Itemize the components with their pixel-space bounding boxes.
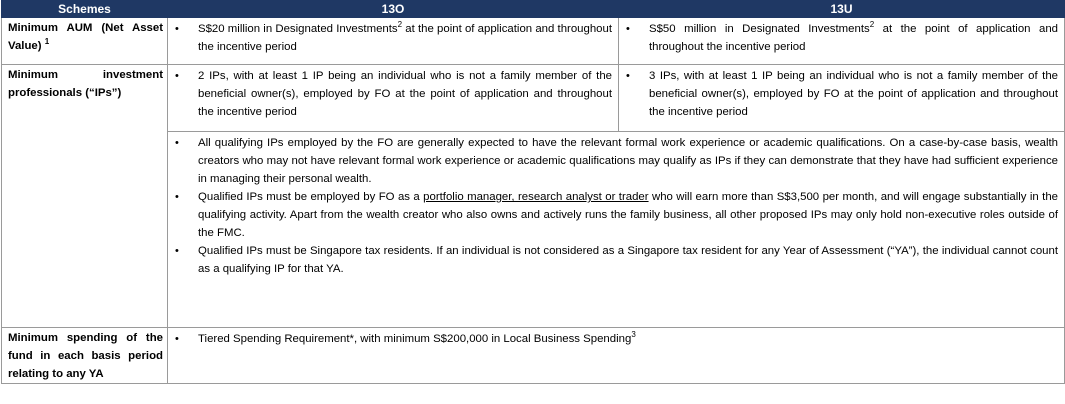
list-item: • Tiered Spending Requirement*, with minimum S$200,000 in Local Business Spending$^3$ — [168, 330, 1064, 348]
footnote-ref: 1 — [44, 37, 50, 47]
incentive-schemes-table — [1, 0, 1065, 384]
row-min-ips — [2, 65, 1065, 132]
footnote-ref: 2 — [869, 20, 875, 30]
bullet-icon: • — [175, 333, 179, 345]
header-13o: 13O — [168, 1, 619, 18]
cell-13u-ips — [619, 65, 1065, 132]
header-13u: 13U — [619, 1, 1065, 18]
list-item: • S$20 million in Designated Investments$^2$ at the point of application and throughout the incentive period — [175, 20, 612, 53]
cell-spending — [168, 328, 1065, 384]
footnote-ref: 2 — [397, 20, 403, 30]
table-header-row — [2, 1, 1065, 18]
row-label-min-aum: Minimum AUM (Net Asset Value) $^1$ — [2, 18, 168, 65]
list-item: • S$50 million in Designated Investments$^2$ at the point of application and throughout the incentive period — [626, 20, 1058, 53]
cell-13o-ips — [168, 65, 619, 132]
underlined-roles: portfolio manager, research analyst or trader — [423, 191, 649, 203]
bullet-icon: • — [175, 70, 179, 82]
list-item: • Qualified IPs must be employed by FO as a portfolio manager, research analyst or trader who will earn more than S$3,500 per month, and will engage substantially in the qualifying activity. Apart from the wealth creator who also owns and actively runs the family business, all other proposed IPs may only hold non-executive roles outside of the FMC. — [168, 188, 1064, 242]
bullet-icon: • — [175, 191, 179, 203]
bullet-icon: • — [175, 245, 179, 257]
bullet-icon: • — [626, 70, 630, 82]
bullet-icon: • — [175, 23, 179, 35]
row-min-aum — [2, 18, 1065, 65]
cell-13o-aum — [168, 18, 619, 65]
list-item: • 3 IPs, with at least 1 IP being an individual who is not a family member of the beneficial owner(s), employed by FO at the point of application and throughout the incentive period — [619, 67, 1064, 121]
row-label-min-ips: Minimum investment professionals (“IPs”) — [2, 65, 168, 328]
cell-ip-shared-criteria — [168, 132, 1065, 328]
list-item: • 2 IPs, with at least 1 IP being an individual who is not a family member of the beneficial owner(s), employed by FO at the point of application and throughout the incentive period — [168, 67, 618, 121]
bullet-icon: • — [175, 137, 179, 149]
footnote-ref: 3 — [631, 330, 636, 340]
list-item: • Qualified IPs must be Singapore tax residents. If an individual is not considered as a Singapore tax resident for any Year of Assessment (“YA”), the individual cannot count as a qualifying IP for that YA. — [168, 242, 1064, 278]
header-schemes: Schemes — [2, 1, 168, 18]
row-min-spending — [2, 328, 1065, 384]
bullet-icon: • — [626, 23, 630, 35]
list-item: • All qualifying IPs employed by the FO are generally expected to have the relevant formal work experience or academic qualifications. On a case-by-case basis, wealth creators who may not have relevant formal work experience or academic qualifications may qualify as IPs if they can demonstrate that they have had sufficient experience in managing their personal wealth. — [168, 134, 1064, 188]
cell-13u-aum — [619, 18, 1065, 65]
row-label-min-spending: Minimum spending of the fund in each basis period relating to any YA — [2, 328, 168, 384]
